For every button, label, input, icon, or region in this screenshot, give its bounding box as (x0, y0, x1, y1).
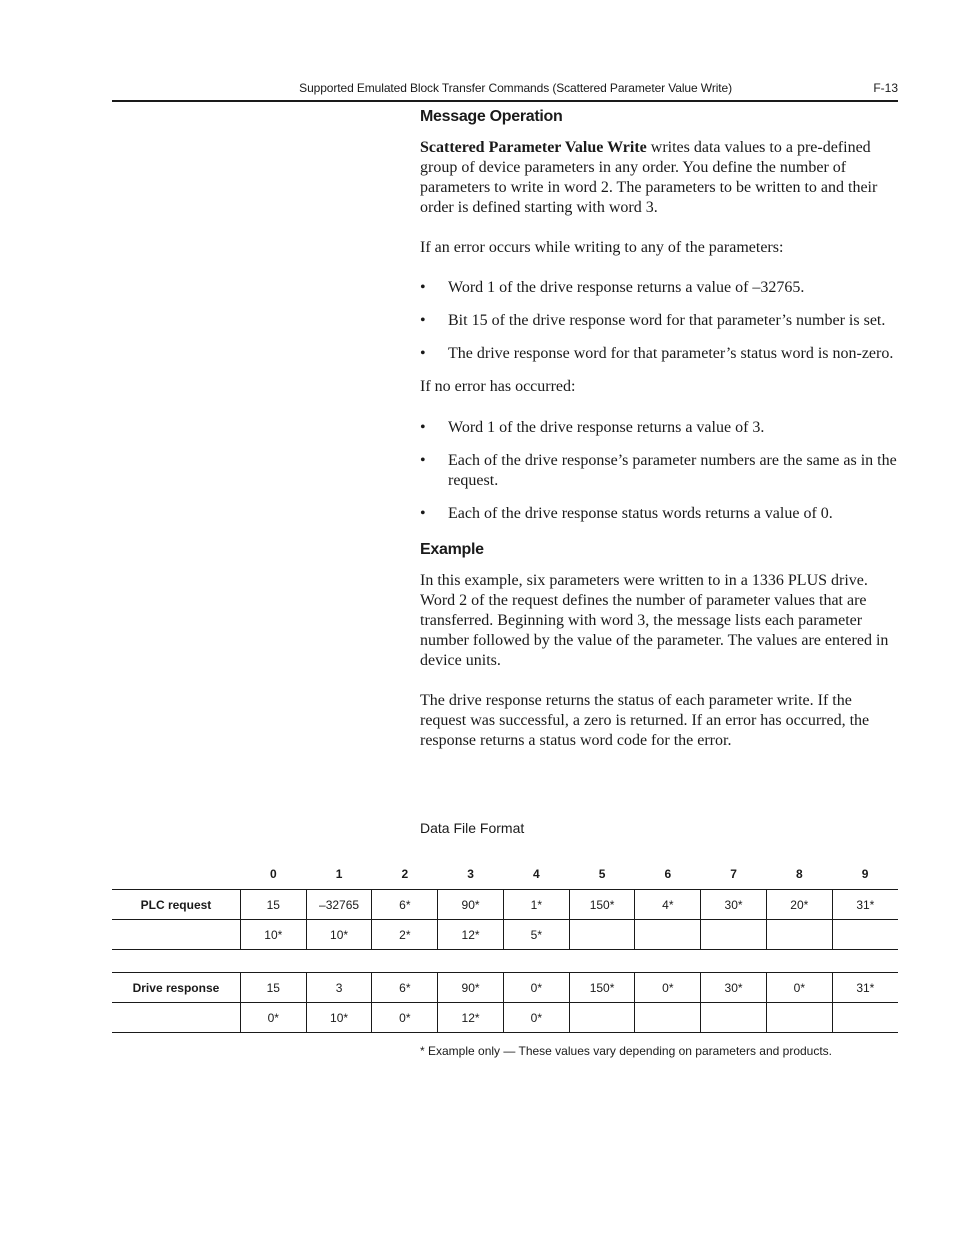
bullet-icon: • (420, 452, 426, 469)
error-bullet-list (420, 278, 898, 364)
table-cell: 0* (503, 973, 569, 1003)
data-file-format-table (112, 858, 898, 1033)
list-item (420, 418, 898, 438)
table-row (112, 973, 898, 1003)
list-item (420, 278, 898, 298)
table-cell: 2* (372, 920, 438, 950)
list-item-text: Each of the drive response status words returns a value of 0. (448, 505, 833, 522)
column-header: 2 (372, 858, 438, 890)
table-cell: 3 (306, 973, 372, 1003)
list-item (420, 451, 898, 491)
table-cell (701, 1003, 767, 1033)
table-cell: 0* (635, 973, 701, 1003)
paragraph-ok-intro: If no error has occurred: (420, 378, 576, 395)
table-cell: 90* (438, 890, 504, 920)
table-cell (635, 1003, 701, 1033)
intro-text: writes data values to a pre-defined group of device parameters in any order. You define the number of parameters to write in word 2. The parameters to be written to and their order is defined starting with word 3. (420, 139, 878, 216)
table-cell: 6* (372, 890, 438, 920)
paragraph-error-intro: If an error occurs while writing to any of the parameters: (420, 239, 784, 256)
table-cell: 0* (503, 1003, 569, 1033)
table-cell (569, 920, 635, 950)
header-cell-blank (112, 858, 240, 890)
table-spacer-row (112, 950, 898, 973)
table-row (112, 890, 898, 920)
column-header: 6 (635, 858, 701, 890)
list-item-text: The drive response word for that parameter’s status word is non-zero. (448, 345, 894, 362)
bullet-icon: • (420, 505, 426, 522)
list-item (420, 504, 898, 524)
heading-message-operation: Message Operation (420, 108, 563, 125)
main-content (420, 108, 898, 751)
table-cell: 31* (832, 973, 898, 1003)
table-cell: 150* (569, 890, 635, 920)
bullet-icon: • (420, 279, 426, 296)
bullet-icon: • (420, 419, 426, 436)
table-row (112, 920, 898, 950)
table-cell: –32765 (306, 890, 372, 920)
table-cell: 31* (832, 890, 898, 920)
column-header: 1 (306, 858, 372, 890)
list-item-text: Word 1 of the drive response returns a value of –32765. (448, 279, 805, 296)
bullet-icon: • (420, 312, 426, 329)
row-label-blank (112, 920, 240, 950)
table-cell: 10* (240, 920, 306, 950)
table-cell: 0* (240, 1003, 306, 1033)
ok-bullet-list (420, 418, 898, 524)
paragraph-intro (420, 138, 898, 218)
table-row (112, 1003, 898, 1033)
table-cell (701, 920, 767, 950)
header-title: Supported Emulated Block Transfer Commands (Scattered Parameter Value Write) (299, 81, 732, 95)
table-caption: Data File Format (420, 820, 525, 836)
intro-bold-term: Scattered Parameter Value Write (420, 139, 647, 156)
table-cell: 4* (635, 890, 701, 920)
table-footnote: * Example only — These values vary depending on parameters and products. (420, 1044, 833, 1058)
table-cell: 10* (306, 920, 372, 950)
table-cell (635, 920, 701, 950)
table-cell: 12* (438, 920, 504, 950)
row-label-blank (112, 1003, 240, 1033)
page-number: F-13 (873, 81, 898, 95)
table-header-row (112, 858, 898, 890)
table-cell: 0* (766, 973, 832, 1003)
column-header: 9 (832, 858, 898, 890)
table-cell (569, 1003, 635, 1033)
table-cell: 150* (569, 973, 635, 1003)
table-cell: 15 (240, 890, 306, 920)
table-cell: 0* (372, 1003, 438, 1033)
column-header: 8 (766, 858, 832, 890)
table-cell (832, 920, 898, 950)
spacer-cell (112, 950, 898, 973)
table-cell: 5* (503, 920, 569, 950)
table-cell: 12* (438, 1003, 504, 1033)
table-cell: 30* (701, 890, 767, 920)
heading-example: Example (420, 541, 484, 558)
table-cell (766, 920, 832, 950)
column-header: 5 (569, 858, 635, 890)
table-cell: 20* (766, 890, 832, 920)
column-header: 0 (240, 858, 306, 890)
paragraph-example-1: In this example, six parameters were written to in a 1336 PLUS drive. Word 2 of the request defines the number of parameter values that are transferred. Beginning with word 3, the message lists each parameter number followed by the value of the parameter. The values are entered in device units. (420, 572, 889, 669)
list-item-text: Each of the drive response’s parameter numbers are the same as in the request. (448, 452, 897, 489)
table-cell: 10* (306, 1003, 372, 1033)
list-item-text: Bit 15 of the drive response word for that parameter’s number is set. (448, 312, 886, 329)
list-item-text: Word 1 of the drive response returns a value of 3. (448, 419, 765, 436)
table-cell: 15 (240, 973, 306, 1003)
table-cell (766, 1003, 832, 1033)
bullet-icon: • (420, 345, 426, 362)
column-header: 4 (503, 858, 569, 890)
paragraph-example-2: The drive response returns the status of each parameter write. If the request was successful, a zero is returned. If an error has occurred, the response returns a status word code for the error. (420, 692, 870, 749)
row-label-plc-request: PLC request (112, 890, 240, 920)
page-header (112, 80, 898, 102)
table-cell: 6* (372, 973, 438, 1003)
column-header: 7 (701, 858, 767, 890)
row-label-drive-response: Drive response (112, 973, 240, 1003)
table-cell: 90* (438, 973, 504, 1003)
list-item (420, 344, 898, 364)
table-cell: 1* (503, 890, 569, 920)
list-item (420, 311, 898, 331)
table-cell (832, 1003, 898, 1033)
column-header: 3 (438, 858, 504, 890)
table-cell: 30* (701, 973, 767, 1003)
